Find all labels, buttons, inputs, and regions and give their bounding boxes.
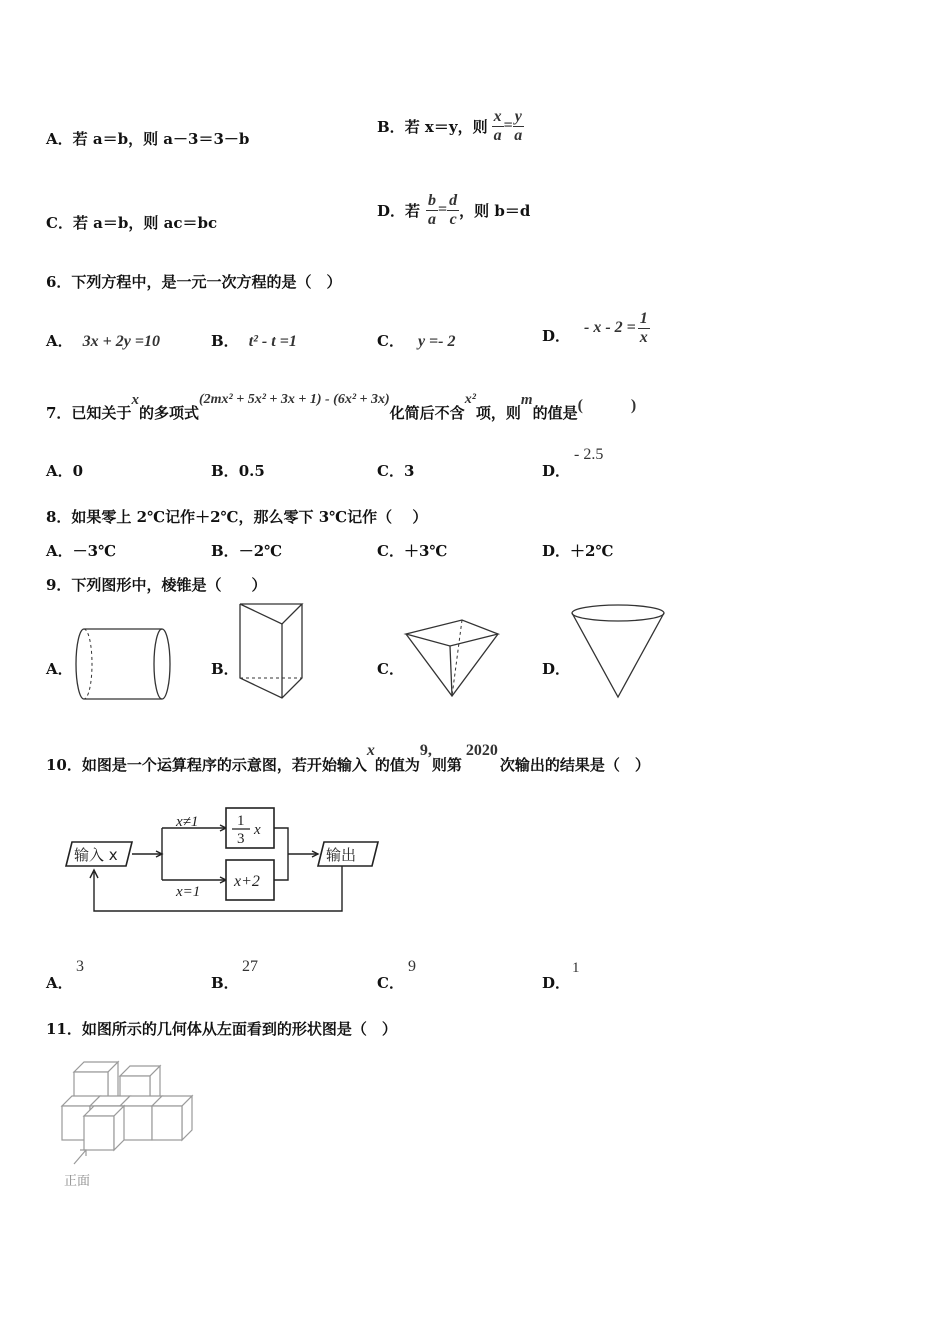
divide-by-three-box (226, 808, 274, 848)
option-math: 3x + 2y =10 (82, 333, 160, 350)
option-text: ＋3℃ (403, 542, 448, 560)
block-solid-figure (60, 1052, 200, 1192)
option-text: 3 (403, 462, 415, 480)
q8-option-c[interactable] (377, 540, 447, 561)
option-text: 若 a＝b，则 a－3＝3－b (72, 130, 250, 148)
option-label: C． (377, 332, 404, 350)
q7-option-a[interactable] (46, 460, 83, 481)
q11-stem: 11．如图所示的几何体从左面看到的形状图是（ ） (46, 1020, 397, 1038)
add-two-label: x+2 (234, 873, 260, 890)
q6-option-d[interactable] (542, 306, 650, 350)
q6-option-c[interactable] (377, 330, 456, 351)
q7-stem: 7．已知关于 x 的多项式 (2mx² + 5x² + 3x + 1) - (6x² + 3x) 化简后不含 x² 项，则 m 的值是 ( ) (46, 392, 637, 422)
option-label: A． (46, 130, 73, 148)
input-label: 输入 x (74, 846, 118, 864)
q8-option-a[interactable] (46, 540, 116, 561)
fraction: $\frac{b}{a}$ (428, 191, 437, 228)
q8-stem: 8．如果零上 2℃记作＋2℃，那么零下 3℃记作（ ） (46, 508, 428, 526)
option-label: C． (377, 462, 404, 480)
output-label: 输出 (326, 846, 357, 864)
fraction-numerator: 1 (237, 813, 245, 829)
option-label: A． (46, 974, 73, 992)
option-text: 0 (72, 462, 84, 480)
front-arrow-icon (74, 1150, 86, 1164)
option-label: A． (46, 462, 73, 480)
input-value: 9, (419, 742, 432, 759)
option-text: 0.5 (238, 462, 265, 480)
q6-stem: 6．下列方程中，是一元一次方程的是（ ） (46, 273, 342, 291)
q5-option-a[interactable] (46, 128, 249, 149)
q5-option-b[interactable] (377, 104, 524, 148)
front-label: 正面 (64, 1174, 91, 1189)
option-label: A． (46, 542, 73, 560)
fraction: $\frac{y}{a}$ (514, 107, 523, 144)
q8-option-b[interactable] (211, 540, 282, 561)
q7-option-d-math: - 2.5 (574, 446, 604, 463)
fraction: $\frac{d}{c}$ (449, 191, 458, 228)
answer-paren: ( ) (577, 397, 637, 414)
q9-option-d[interactable]: D． (542, 660, 571, 678)
q7-option-c[interactable] (377, 460, 414, 481)
option-label: A． (46, 332, 73, 350)
q9-option-b[interactable]: B． (211, 660, 239, 678)
cone-figure (570, 603, 670, 699)
option-label: C． (46, 214, 73, 232)
q10-stem: 10．如图是一个运算程序的示意图，若开始输入 x 的值为 9, 则第 2020 次输出的结果是（ ） (46, 742, 650, 774)
iteration-count: 2020 (465, 742, 498, 759)
q7-option-b[interactable] (211, 460, 265, 481)
option-label: B． (211, 462, 239, 480)
option-label: B． (211, 332, 239, 350)
option-text: 若 x＝y，则 (404, 117, 488, 136)
option-label: D． (542, 542, 571, 560)
q10-option-a-value: 3 (76, 958, 84, 975)
condition-not-one: x≠1 (176, 814, 199, 830)
fraction: $\frac{1}{x}$ (639, 309, 648, 346)
q5-option-c[interactable] (46, 212, 217, 233)
condition-one: x=1 (176, 884, 201, 900)
q10-option-d-value: 1 (572, 960, 580, 976)
option-text: 若 a＝b，则 ac＝bc (72, 214, 218, 232)
q7-option-d[interactable] (542, 460, 570, 481)
cylinder-figure (70, 626, 180, 704)
option-label: D． (542, 462, 571, 480)
q9-option-a[interactable]: A． (46, 660, 73, 678)
option-text: ＋2℃ (570, 542, 614, 560)
q10-option-d[interactable] (542, 972, 570, 993)
equals-sign: = (438, 201, 448, 218)
q9-stem: 9．下列图形中，棱锥是（ ） (46, 576, 267, 594)
option-label: C． (377, 974, 404, 992)
variable: m (520, 392, 533, 408)
q5-option-d[interactable] (377, 188, 530, 232)
option-label: C． (377, 542, 404, 560)
option-label: B． (377, 117, 405, 136)
fraction-variable: x (254, 822, 261, 838)
option-label: D． (542, 327, 571, 345)
option-label: D． (542, 974, 571, 992)
option-label: B． (211, 542, 239, 560)
q6-option-a[interactable] (46, 330, 160, 351)
variable: x² (464, 392, 476, 407)
q10-option-c-value: 9 (408, 958, 416, 975)
variable: x (366, 742, 375, 759)
option-math: - x - 2 = (584, 319, 636, 336)
q10-option-c[interactable] (377, 972, 404, 993)
triangular-prism-figure (236, 602, 308, 700)
option-text: 若 (405, 201, 421, 220)
polynomial-expression: (2mx² + 5x² + 3x + 1) - (6x² + 3x) (198, 392, 390, 407)
option-math: t² - t =1 (248, 333, 297, 350)
option-label: B． (211, 974, 239, 992)
q9-option-c[interactable]: C． (377, 660, 404, 678)
q10-option-a[interactable] (46, 972, 73, 993)
fraction: $\frac{x}{a}$ (493, 107, 502, 144)
fraction-denominator: 3 (237, 831, 245, 847)
option-text: －3℃ (72, 542, 117, 560)
option-text: －2℃ (238, 542, 283, 560)
pyramid-figure (404, 616, 504, 700)
option-label: D． (377, 201, 406, 220)
option-text: ，则 b＝d (459, 201, 531, 220)
q10-option-b-value: 27 (242, 958, 258, 975)
q8-option-d[interactable] (542, 540, 613, 561)
flowchart-diagram (62, 804, 382, 916)
variable: x (131, 392, 139, 408)
loop-back-arrow (94, 866, 342, 911)
option-math: y =- 2 (417, 333, 456, 350)
equals-sign: = (503, 117, 513, 134)
q10-option-b[interactable] (211, 972, 239, 993)
q6-option-b[interactable] (211, 330, 297, 351)
